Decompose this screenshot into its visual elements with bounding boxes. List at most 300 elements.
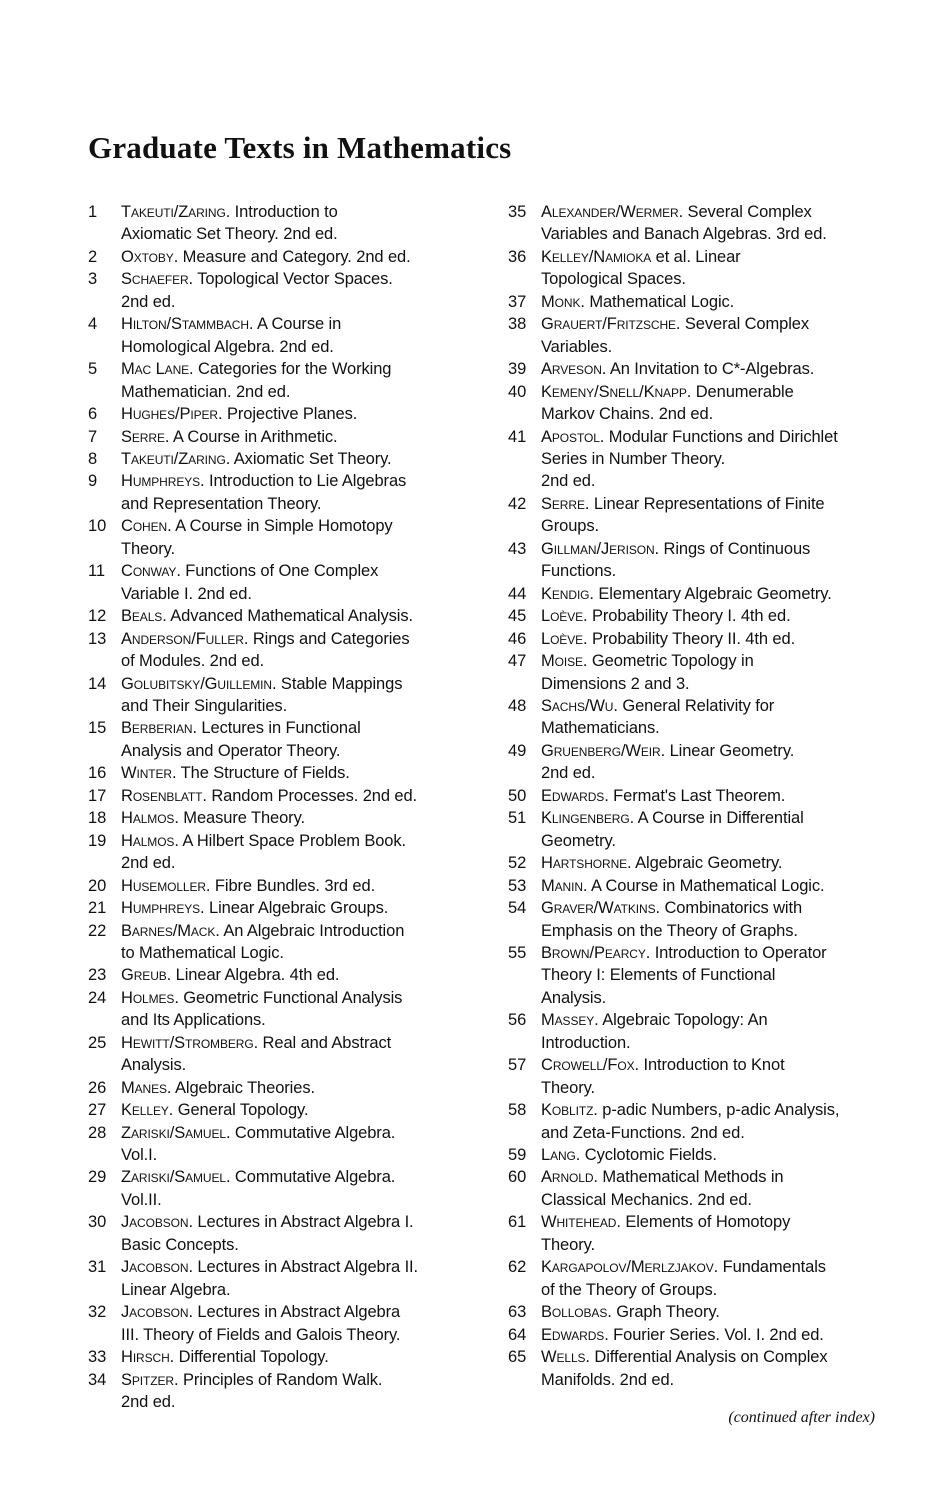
book-title: Linear Algebra. 4th ed. xyxy=(171,966,340,985)
book-title: Lectures in Functional xyxy=(196,719,361,738)
volume-number: 52 xyxy=(508,854,527,873)
list-item xyxy=(508,1324,898,1346)
author: Lang. xyxy=(541,1146,581,1165)
list-item xyxy=(508,740,898,785)
entry-line xyxy=(121,268,468,290)
book-title: Graph Theory. xyxy=(611,1303,720,1322)
book-title: Combinatorics with xyxy=(659,899,803,918)
author: Sachs/Wu. xyxy=(541,696,618,715)
entry-line xyxy=(121,987,468,1009)
author: Cohen. xyxy=(121,517,172,536)
volume-number: 55 xyxy=(508,943,527,962)
entry-line: Basic Concepts. xyxy=(121,1235,239,1254)
author: Jacobson. xyxy=(121,1258,193,1277)
entry-line: Variables and Banach Algebras. 3rd ed. xyxy=(541,225,827,244)
list-item xyxy=(88,1301,468,1346)
volume-number: 38 xyxy=(508,315,527,334)
book-title: Random Processes. 2nd ed. xyxy=(206,786,418,805)
book-title: Lectures in Abstract Algebra I. xyxy=(192,1213,414,1232)
volume-number: 54 xyxy=(508,899,527,918)
list-item xyxy=(508,201,898,246)
volume-number: 29 xyxy=(88,1168,107,1187)
book-title: A Course in Simple Homotopy xyxy=(171,517,393,536)
volume-number: 36 xyxy=(508,247,527,266)
book-title: p-adic Numbers, p-adic Analysis, xyxy=(597,1101,840,1120)
author: Crowell/Fox. xyxy=(541,1056,639,1075)
book-title: Introduction to xyxy=(230,203,338,221)
author: Halmos. xyxy=(121,809,179,828)
entry-line xyxy=(541,201,898,223)
volume-number: 3 xyxy=(88,270,98,289)
book-title: Cyclotomic Fields. xyxy=(580,1146,717,1165)
book-title: Advanced Mathematical Analysis. xyxy=(166,607,413,626)
list-item xyxy=(508,583,898,605)
book-title: Geometric Functional Analysis xyxy=(178,988,403,1007)
book-title: Fundamentals xyxy=(718,1258,826,1277)
author: Berberian. xyxy=(121,719,197,738)
entry-line xyxy=(121,830,468,852)
volume-number: 34 xyxy=(88,1370,107,1389)
book-title: Measure and Category. 2nd ed. xyxy=(178,247,411,266)
entry-line: Emphasis on the Theory of Graphs. xyxy=(541,921,798,940)
entry-line: Analysis. xyxy=(541,988,607,1007)
book-title: Principles of Random Walk. xyxy=(178,1370,383,1389)
list-item xyxy=(88,560,468,605)
list-item xyxy=(88,785,468,807)
volume-number: 28 xyxy=(88,1123,107,1142)
list-item xyxy=(88,920,468,965)
author: Kendig. xyxy=(541,584,594,603)
author: Hilton/Stammbach. xyxy=(121,315,254,334)
book-title: Geometric Topology in xyxy=(587,652,754,671)
entry-line xyxy=(121,875,468,897)
list-item xyxy=(88,426,468,448)
entry-line xyxy=(541,381,898,403)
list-item xyxy=(88,717,468,762)
list-item xyxy=(88,673,468,718)
list-item xyxy=(508,875,898,897)
entry-line xyxy=(121,897,468,919)
book-title: Several Complex xyxy=(680,315,810,334)
author: Serre. xyxy=(541,494,590,513)
author: Zariski/Samuel. xyxy=(121,1123,231,1142)
author: Humphreys. xyxy=(121,899,205,918)
entry-line: and Its Applications. xyxy=(121,1011,266,1030)
list-item xyxy=(508,1211,898,1256)
author: Rosenblatt. xyxy=(121,786,207,805)
volume-number: 7 xyxy=(88,427,98,446)
list-item xyxy=(88,268,468,313)
book-title: A Course in Differential xyxy=(634,809,804,828)
volume-number: 6 xyxy=(88,405,98,424)
entry-line xyxy=(121,1211,468,1233)
author: Whitehead. xyxy=(541,1213,621,1232)
entry-line: and Representation Theory. xyxy=(121,494,322,513)
entry-line: Mathematician. 2nd ed. xyxy=(121,382,291,401)
list-item xyxy=(508,785,898,807)
book-title: Lectures in Abstract Algebra II. xyxy=(192,1258,419,1277)
entry-line xyxy=(121,201,468,223)
list-item xyxy=(88,1099,468,1121)
book-title: Linear Algebraic Groups. xyxy=(204,899,389,918)
volume-number: 22 xyxy=(88,921,107,940)
entry-line: of Modules. 2nd ed. xyxy=(121,652,265,671)
series-list-left-column xyxy=(88,201,468,1413)
list-item xyxy=(508,1054,898,1099)
book-title: Commutative Algebra. xyxy=(230,1168,396,1187)
list-item xyxy=(88,897,468,919)
author: Wells. xyxy=(541,1348,590,1367)
entry-line xyxy=(541,1211,898,1233)
entry-line: Theory. xyxy=(121,539,176,558)
volume-number: 18 xyxy=(88,809,107,828)
entry-line xyxy=(121,920,468,942)
entry-line xyxy=(121,515,468,537)
book-title: Topological Vector Spaces. xyxy=(193,270,393,289)
volume-number: 32 xyxy=(88,1303,107,1322)
entry-line: Vol.II. xyxy=(121,1190,162,1209)
list-item xyxy=(88,875,468,897)
book-title: Algebraic Topology: An xyxy=(598,1011,768,1030)
author: Moise. xyxy=(541,652,588,671)
book-title: A Course in xyxy=(253,315,342,334)
entry-line xyxy=(541,807,898,829)
author: Monk. xyxy=(541,292,585,311)
book-title: Differential Topology. xyxy=(174,1348,329,1367)
book-title: Rings and Categories xyxy=(248,629,410,648)
list-item xyxy=(508,852,898,874)
author: Brown/Pearcy. xyxy=(541,943,651,962)
volume-number: 60 xyxy=(508,1168,527,1187)
entry-line: Dimensions 2 and 3. xyxy=(541,674,690,693)
book-title: Modular Functions and Dirichlet xyxy=(604,427,838,446)
entry-line xyxy=(121,628,468,650)
entry-line xyxy=(121,1166,468,1188)
entry-line: 2nd ed. xyxy=(121,292,176,311)
list-item xyxy=(508,538,898,583)
entry-line: Geometry. xyxy=(541,831,616,850)
author: Loève. xyxy=(541,629,588,648)
list-item xyxy=(508,1009,898,1054)
book-title: An Invitation to C*-Algebras. xyxy=(606,360,815,379)
entry-line xyxy=(121,1256,468,1278)
author: Bollobas. xyxy=(541,1303,612,1322)
book-title: Introduction to Lie Algebras xyxy=(204,472,407,491)
entry-line xyxy=(541,1346,898,1368)
book-title: Fibre Bundles. 3rd ed. xyxy=(210,876,376,895)
entry-line xyxy=(121,1032,468,1054)
volume-number: 57 xyxy=(508,1056,527,1075)
entry-line: Series in Number Theory. xyxy=(541,449,726,468)
entry-line xyxy=(121,313,468,335)
entry-line xyxy=(541,291,898,313)
volume-number: 39 xyxy=(508,360,527,379)
volume-number: 41 xyxy=(508,427,527,446)
author: Halmos. xyxy=(121,831,179,850)
entry-line xyxy=(121,1301,468,1323)
volume-number: 8 xyxy=(88,449,98,468)
entry-line: to Mathematical Logic. xyxy=(121,943,284,962)
entry-line: Mathematicians. xyxy=(541,719,660,738)
author: Golubitsky/Guillemin. xyxy=(121,674,277,693)
author: Graver/Watkins. xyxy=(541,899,660,918)
list-item xyxy=(88,1211,468,1256)
book-title: General Relativity for xyxy=(617,696,775,715)
entry-line xyxy=(541,875,898,897)
list-item xyxy=(508,381,898,426)
entry-line: Classical Mechanics. 2nd ed. xyxy=(541,1190,752,1209)
volume-number: 33 xyxy=(88,1348,107,1367)
book-title: Fourier Series. Vol. I. 2nd ed. xyxy=(608,1325,824,1344)
list-item xyxy=(508,695,898,740)
entry-line: Theory. xyxy=(541,1235,596,1254)
author: Spitzer. xyxy=(121,1370,179,1389)
entry-line xyxy=(541,583,898,605)
entry-line xyxy=(541,1144,898,1166)
list-item xyxy=(88,830,468,875)
list-item xyxy=(88,1032,468,1077)
list-item xyxy=(508,1166,898,1211)
entry-line xyxy=(121,807,468,829)
author: Arnold. xyxy=(541,1168,598,1187)
volume-number: 50 xyxy=(508,786,527,805)
volume-number: 13 xyxy=(88,629,107,648)
volume-number: 58 xyxy=(508,1101,527,1120)
volume-number: 17 xyxy=(88,786,107,805)
list-item xyxy=(88,1166,468,1211)
author: Kelley. xyxy=(121,1101,174,1120)
entry-line xyxy=(121,717,468,739)
entry-line xyxy=(121,426,468,448)
entry-line: Introduction. xyxy=(541,1033,631,1052)
entry-line xyxy=(541,358,898,380)
entry-line: Analysis and Operator Theory. xyxy=(121,741,341,760)
author: Hughes/Piper. xyxy=(121,405,223,424)
entry-line xyxy=(541,538,898,560)
book-title: Fermat's Last Theorem. xyxy=(608,786,786,805)
list-item xyxy=(508,1256,898,1301)
volume-number: 31 xyxy=(88,1258,107,1277)
entry-line: and Zeta-Functions. 2nd ed. xyxy=(541,1123,745,1142)
author: Kelley/Namioka xyxy=(541,247,652,266)
book-title: Mathematical Methods in xyxy=(597,1168,784,1187)
author: Barnes/Mack. xyxy=(121,921,220,940)
volume-number: 64 xyxy=(508,1325,527,1344)
entry-line xyxy=(121,1122,468,1144)
author: Gillman/Jerison. xyxy=(541,539,660,558)
list-item xyxy=(88,762,468,784)
entry-line xyxy=(541,1301,898,1323)
volume-number: 59 xyxy=(508,1146,527,1165)
book-title: Mathematical Logic. xyxy=(584,292,735,311)
entry-line xyxy=(121,605,468,627)
list-item xyxy=(508,942,898,1009)
volume-number: 16 xyxy=(88,764,107,783)
list-item xyxy=(508,1099,898,1144)
entry-line: Topological Spaces. xyxy=(541,270,686,289)
entry-line: of the Theory of Groups. xyxy=(541,1280,718,1299)
list-item xyxy=(508,897,898,942)
entry-line xyxy=(121,1346,468,1368)
entry-line xyxy=(121,246,468,268)
series-list-right-column xyxy=(508,201,898,1391)
author: Kargapolov/Merlzjakov. xyxy=(541,1258,719,1277)
entry-line: 2nd ed. xyxy=(541,472,596,491)
volume-number: 35 xyxy=(508,203,527,221)
entry-line: Analysis. xyxy=(121,1056,187,1075)
book-title: Several Complex xyxy=(683,203,812,221)
entry-line xyxy=(121,964,468,986)
author: Greub. xyxy=(121,966,172,985)
list-item xyxy=(88,313,468,358)
entry-line: 2nd ed. xyxy=(121,1393,176,1412)
entry-line xyxy=(541,650,898,672)
author: Gruenberg/Weir. xyxy=(541,741,666,760)
book-title: Elements of Homotopy xyxy=(620,1213,791,1232)
book-title: A Course in Mathematical Logic. xyxy=(587,876,825,895)
volume-number: 61 xyxy=(508,1213,527,1232)
entry-line xyxy=(541,1324,898,1346)
author: Beals. xyxy=(121,607,167,626)
author: Zariski/Samuel. xyxy=(121,1168,231,1187)
list-item xyxy=(508,605,898,627)
volume-number: 20 xyxy=(88,876,107,895)
book-title: Commutative Algebra. xyxy=(230,1123,396,1142)
volume-number: 37 xyxy=(508,292,527,311)
book-title: Algebraic Geometry. xyxy=(631,854,783,873)
book-title: Rings of Continuous xyxy=(659,539,811,558)
author: Loève. xyxy=(541,607,588,626)
list-item xyxy=(88,807,468,829)
book-title: Axiomatic Set Theory. xyxy=(230,449,392,468)
entry-line: Theory I: Elements of Functional xyxy=(541,966,776,985)
entry-line: and Their Singularities. xyxy=(121,696,288,715)
entry-line xyxy=(541,852,898,874)
volume-number: 48 xyxy=(508,696,527,715)
author: Schaefer. xyxy=(121,270,194,289)
volume-number: 42 xyxy=(508,494,527,513)
list-item xyxy=(508,628,898,650)
volume-number: 43 xyxy=(508,539,527,558)
volume-number: 26 xyxy=(88,1078,107,1097)
volume-number: 24 xyxy=(88,988,107,1007)
author: Koblitz. xyxy=(541,1101,598,1120)
volume-number: 10 xyxy=(88,517,107,536)
list-item xyxy=(88,628,468,673)
list-item xyxy=(508,1144,898,1166)
author: Oxtoby. xyxy=(121,247,179,266)
entry-line xyxy=(541,605,898,627)
entry-line: Axiomatic Set Theory. 2nd ed. xyxy=(121,225,338,244)
book-title: Categories for the Working xyxy=(193,360,392,379)
volume-number: 49 xyxy=(508,741,527,760)
list-item xyxy=(88,1077,468,1099)
page-title: Graduate Texts in Mathematics xyxy=(88,130,512,165)
list-item xyxy=(88,470,468,515)
volume-number: 40 xyxy=(508,382,527,401)
book-title: Functions of One Complex xyxy=(180,562,379,581)
book-title: Linear Geometry. xyxy=(665,741,795,760)
author: Grauert/Fritzsche. xyxy=(541,315,681,334)
list-item xyxy=(508,313,898,358)
entry-line xyxy=(121,673,468,695)
author: Takeuti/Zaring. xyxy=(121,203,231,221)
list-item xyxy=(88,448,468,470)
entry-line xyxy=(541,785,898,807)
entry-line: III. Theory of Fields and Galois Theory. xyxy=(121,1325,401,1344)
entry-line xyxy=(541,695,898,717)
author: Hartshorne. xyxy=(541,854,632,873)
author: Takeuti/Zaring. xyxy=(121,449,231,468)
list-item xyxy=(88,201,468,246)
author: Husemoller. xyxy=(121,876,211,895)
volume-number: 1 xyxy=(88,203,98,221)
entry-line xyxy=(541,493,898,515)
volume-number: 19 xyxy=(88,831,107,850)
entry-line: 2nd ed. xyxy=(541,764,596,783)
author: Manin. xyxy=(541,876,588,895)
entry-line xyxy=(121,560,468,582)
author: Kemeny/Snell/Knapp. xyxy=(541,382,692,401)
entry-line xyxy=(541,246,898,268)
volume-number: 45 xyxy=(508,607,527,626)
entry-line xyxy=(121,1369,468,1391)
book-title: General Topology. xyxy=(173,1101,309,1120)
entry-line xyxy=(541,1054,898,1076)
list-item xyxy=(508,493,898,538)
volume-number: 23 xyxy=(88,966,107,985)
entry-line: 2nd ed. xyxy=(121,854,176,873)
author: Arveson. xyxy=(541,360,607,379)
volume-number: 27 xyxy=(88,1101,107,1120)
author: Klingenberg. xyxy=(541,809,635,828)
entry-line: Groups. xyxy=(541,517,599,536)
volume-number: 62 xyxy=(508,1258,527,1277)
volume-number: 2 xyxy=(88,247,98,266)
volume-number: 44 xyxy=(508,584,527,603)
volume-number: 51 xyxy=(508,809,527,828)
continued-note: (continued after index) xyxy=(728,1409,875,1426)
list-item xyxy=(508,358,898,380)
volume-number: 11 xyxy=(88,562,105,581)
entry-line xyxy=(121,762,468,784)
author: Serre. xyxy=(121,427,170,446)
list-item xyxy=(88,605,468,627)
entry-line xyxy=(541,1166,898,1188)
entry-line xyxy=(121,448,468,470)
volume-number: 53 xyxy=(508,876,527,895)
author: Jacobson. xyxy=(121,1303,193,1322)
author: Massey. xyxy=(541,1011,599,1030)
list-item xyxy=(88,1346,468,1368)
book-title: An Algebraic Introduction xyxy=(219,921,405,940)
book-title: Algebraic Theories. xyxy=(171,1078,315,1097)
author: Manes. xyxy=(121,1078,172,1097)
author: Anderson/Fuller. xyxy=(121,629,249,648)
book-title: Introduction to Knot xyxy=(638,1056,785,1075)
author: Apostol. xyxy=(541,427,605,446)
book-title: A Course in Arithmetic. xyxy=(169,427,338,446)
list-item xyxy=(508,807,898,852)
author: Humphreys. xyxy=(121,472,205,491)
volume-number: 5 xyxy=(88,360,98,379)
book-title: et al. Linear xyxy=(651,247,741,266)
list-item xyxy=(88,964,468,986)
author: Hirsch. xyxy=(121,1348,175,1367)
entry-line xyxy=(541,426,898,448)
volume-number: 9 xyxy=(88,472,98,491)
list-item xyxy=(508,1346,898,1391)
